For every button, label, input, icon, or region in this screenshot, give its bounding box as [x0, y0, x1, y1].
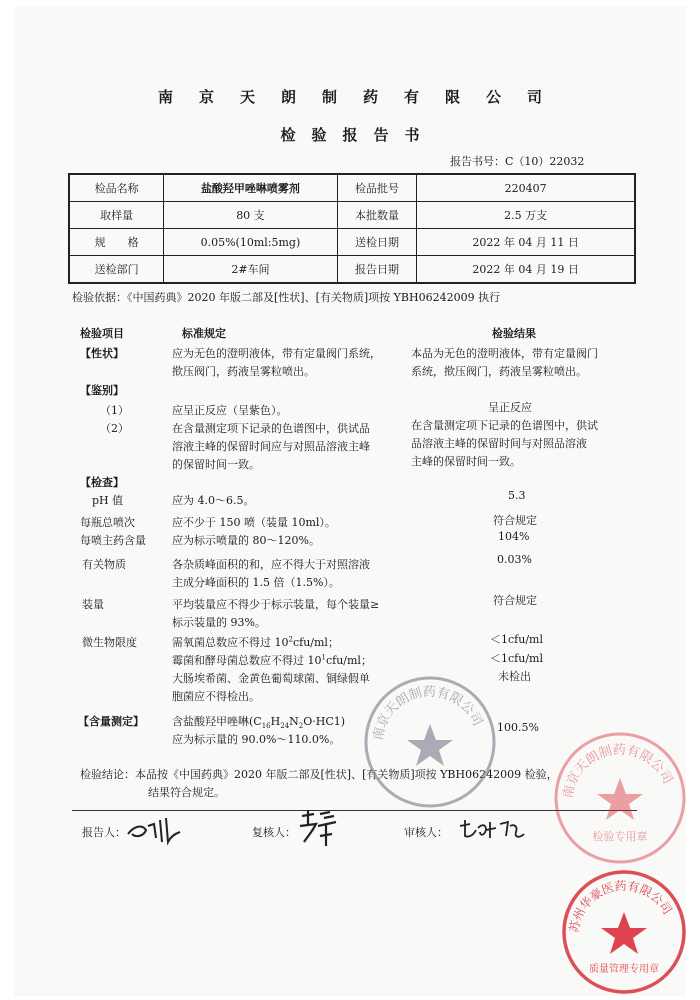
appearance-standard-line: 揿压阀门，药液呈雾粒喷出。 [172, 365, 315, 378]
cell-label: 检品名称 [69, 174, 164, 202]
cell-label: 取样量 [69, 202, 164, 229]
identification-number: （1） [100, 404, 129, 417]
svg-text:检验专用章: 检验专用章 [592, 830, 648, 843]
test-ph-standard: 应为 4.0～6.5。 [172, 494, 255, 507]
header-item: 检验项目 [80, 327, 124, 340]
identification-standard-line: 溶液主峰的保留时间应与对照品溶液主峰 [172, 440, 370, 453]
svg-text:质量管理专用章: 质量管理专用章 [589, 964, 659, 975]
conclusion-line: 结果符合规定。 [148, 786, 225, 799]
section-identification: 【鉴别】 [80, 384, 124, 397]
quality-seal-stamp [558, 866, 690, 998]
test-microbial-result: 未检出 [498, 670, 531, 683]
identification-standard-line: 在含量测定项下记录的色谱图中，供试品 [172, 422, 370, 435]
header-result: 检验结果 [492, 327, 536, 340]
cell-label: 送检部门 [69, 256, 164, 284]
svg-text:苏州华豪医药有限公司: 苏州华豪医药有限公司 [566, 878, 675, 934]
report-number-value: C（10）22032 [505, 155, 585, 168]
company-seal-stamp [360, 672, 500, 812]
identification-result-line: 在含量测定项下记录的色谱图中，供试 [411, 419, 598, 432]
test-microbial-standard-line: 胞菌应不得检出。 [172, 690, 260, 703]
cell-label: 检品批号 [337, 174, 417, 202]
svg-text:南京天朗制药有限公司: 南京天朗制药有限公司 [560, 742, 675, 800]
cell-value: 2.5 万支 [417, 202, 635, 229]
test-sprays-name: 每瓶总喷次 [80, 516, 135, 529]
test-fill-standard-line: 标示装量的 93%。 [172, 616, 266, 629]
cell-label: 本批数量 [337, 202, 417, 229]
test-content-per-spray-result: 104% [498, 530, 530, 543]
sample-info-table [68, 173, 636, 284]
test-microbial-result: ＜1cfu/ml [490, 652, 543, 665]
table-row [69, 202, 635, 229]
test-related-result: 0.03% [497, 553, 532, 566]
test-content-per-spray-name: 每喷主药含量 [80, 534, 146, 547]
test-ph-result: 5.3 [508, 489, 526, 502]
cell-label: 送检日期 [337, 229, 417, 256]
section-tests: 【检查】 [80, 476, 124, 489]
cell-value: 盐酸羟甲唑啉喷雾剂 [164, 174, 337, 202]
test-related-standard-line: 主成分峰面积的 1.5 倍（1.5%）。 [172, 576, 340, 589]
cell-value: 2022 年 04 月 19 日 [417, 256, 635, 284]
identification-result: 呈正反应 [488, 401, 532, 414]
section-appearance: 【性状】 [80, 347, 124, 360]
cell-value: 80 支 [164, 202, 337, 229]
test-content-per-spray-standard: 应为标示喷量的 80～120%。 [172, 534, 320, 547]
appearance-result-line: 系统，揿压阀门，药液呈雾粒喷出。 [411, 365, 587, 378]
test-related-name: 有关物质 [82, 558, 126, 571]
cell-value: 2#车间 [164, 256, 337, 284]
cell-value: 220407 [417, 174, 635, 202]
identification-result-line: 品溶液主峰的保留时间与对照品溶液 [411, 437, 587, 450]
identification-result-line: 主峰的保留时间一致。 [411, 455, 521, 468]
identification-standard: 应呈正反应（呈紫色）。 [172, 404, 288, 417]
assay-standard-line: 含盐酸羟甲唑啉$(C_{16}H_{24}N_2O\cdot HC1)$ [172, 715, 346, 731]
report-number-label: 报告书号： [450, 155, 505, 168]
test-microbial-standard-line: 霉菌和酵母菌总数应不得过 $10^1cfu/ml$； [172, 653, 372, 667]
auditor-label: 审核人： [404, 826, 448, 839]
cell-label: 报告日期 [337, 256, 417, 284]
test-microbial-standard-line: 大肠埃希菌、金黄色葡萄球菌、铜绿假单 [172, 672, 370, 685]
section-assay: 【含量测定】 [78, 715, 144, 728]
inspection-seal-stamp [550, 728, 690, 868]
cell-value: 0.05%(10ml:5mg) [164, 229, 337, 256]
identification-number: （2） [100, 422, 129, 435]
reviewer-label: 复核人： [252, 826, 296, 839]
test-microbial-name: 微生物限度 [82, 636, 137, 649]
test-fill-standard-line: 平均装量应不得少于标示装量，每个装量≥ [172, 598, 380, 611]
conclusion-line: 检验结论：本品按《中国药典》2020 年版二部及[性状]、[有关物质]项按 YBH06242009 检验， [80, 768, 558, 781]
appearance-result-line: 本品为无色的澄明液体，带有定量阀门 [411, 347, 598, 360]
test-fill-name: 装量 [82, 598, 104, 611]
company-name: 南京天朗制药有限公司 [157, 88, 568, 106]
header-standard: 标准规定 [182, 327, 226, 340]
table-row [69, 229, 635, 256]
test-ph-name: pH 值 [92, 494, 124, 507]
assay-standard-line: 应为标示量的 90.0%～110.0%。 [172, 733, 341, 746]
test-related-standard-line: 各杂质峰面积的和，应不得大于对照溶液 [172, 558, 370, 571]
reporter-signature [124, 812, 188, 848]
test-sprays-standard: 应不少于 150 喷（装量 10ml）。 [172, 516, 336, 529]
document-title: 检验报告书 [280, 126, 436, 144]
reporter-label: 报告人： [82, 826, 126, 839]
test-sprays-result: 符合规定 [493, 514, 537, 527]
reviewer-signature [296, 806, 344, 850]
test-fill-result: 符合规定 [493, 594, 537, 607]
report-number [450, 153, 584, 169]
auditor-signature [456, 814, 528, 846]
appearance-standard-line: 应为无色的澄明液体，带有定量阀门系统， [172, 347, 381, 360]
cell-value: 2022 年 04 月 11 日 [417, 229, 635, 256]
table-row [69, 174, 635, 202]
table-row [69, 256, 635, 284]
assay-result: 100.5% [497, 721, 539, 734]
test-basis: 检验依据：《中国药典》2020 年版二部及[性状]、[有关物质]项按 YBH06242009 执行 [72, 291, 501, 304]
test-microbial-standard-line: 需氧菌总数应不得过 $10^2cfu/ml$； [172, 635, 339, 649]
test-microbial-result: ＜1cfu/ml [490, 633, 543, 646]
cell-label: 规 格 [69, 229, 164, 256]
svg-text:南京天朗制药有限公司: 南京天朗制药有限公司 [370, 684, 485, 742]
identification-standard-line: 的保留时间一致。 [172, 458, 260, 471]
